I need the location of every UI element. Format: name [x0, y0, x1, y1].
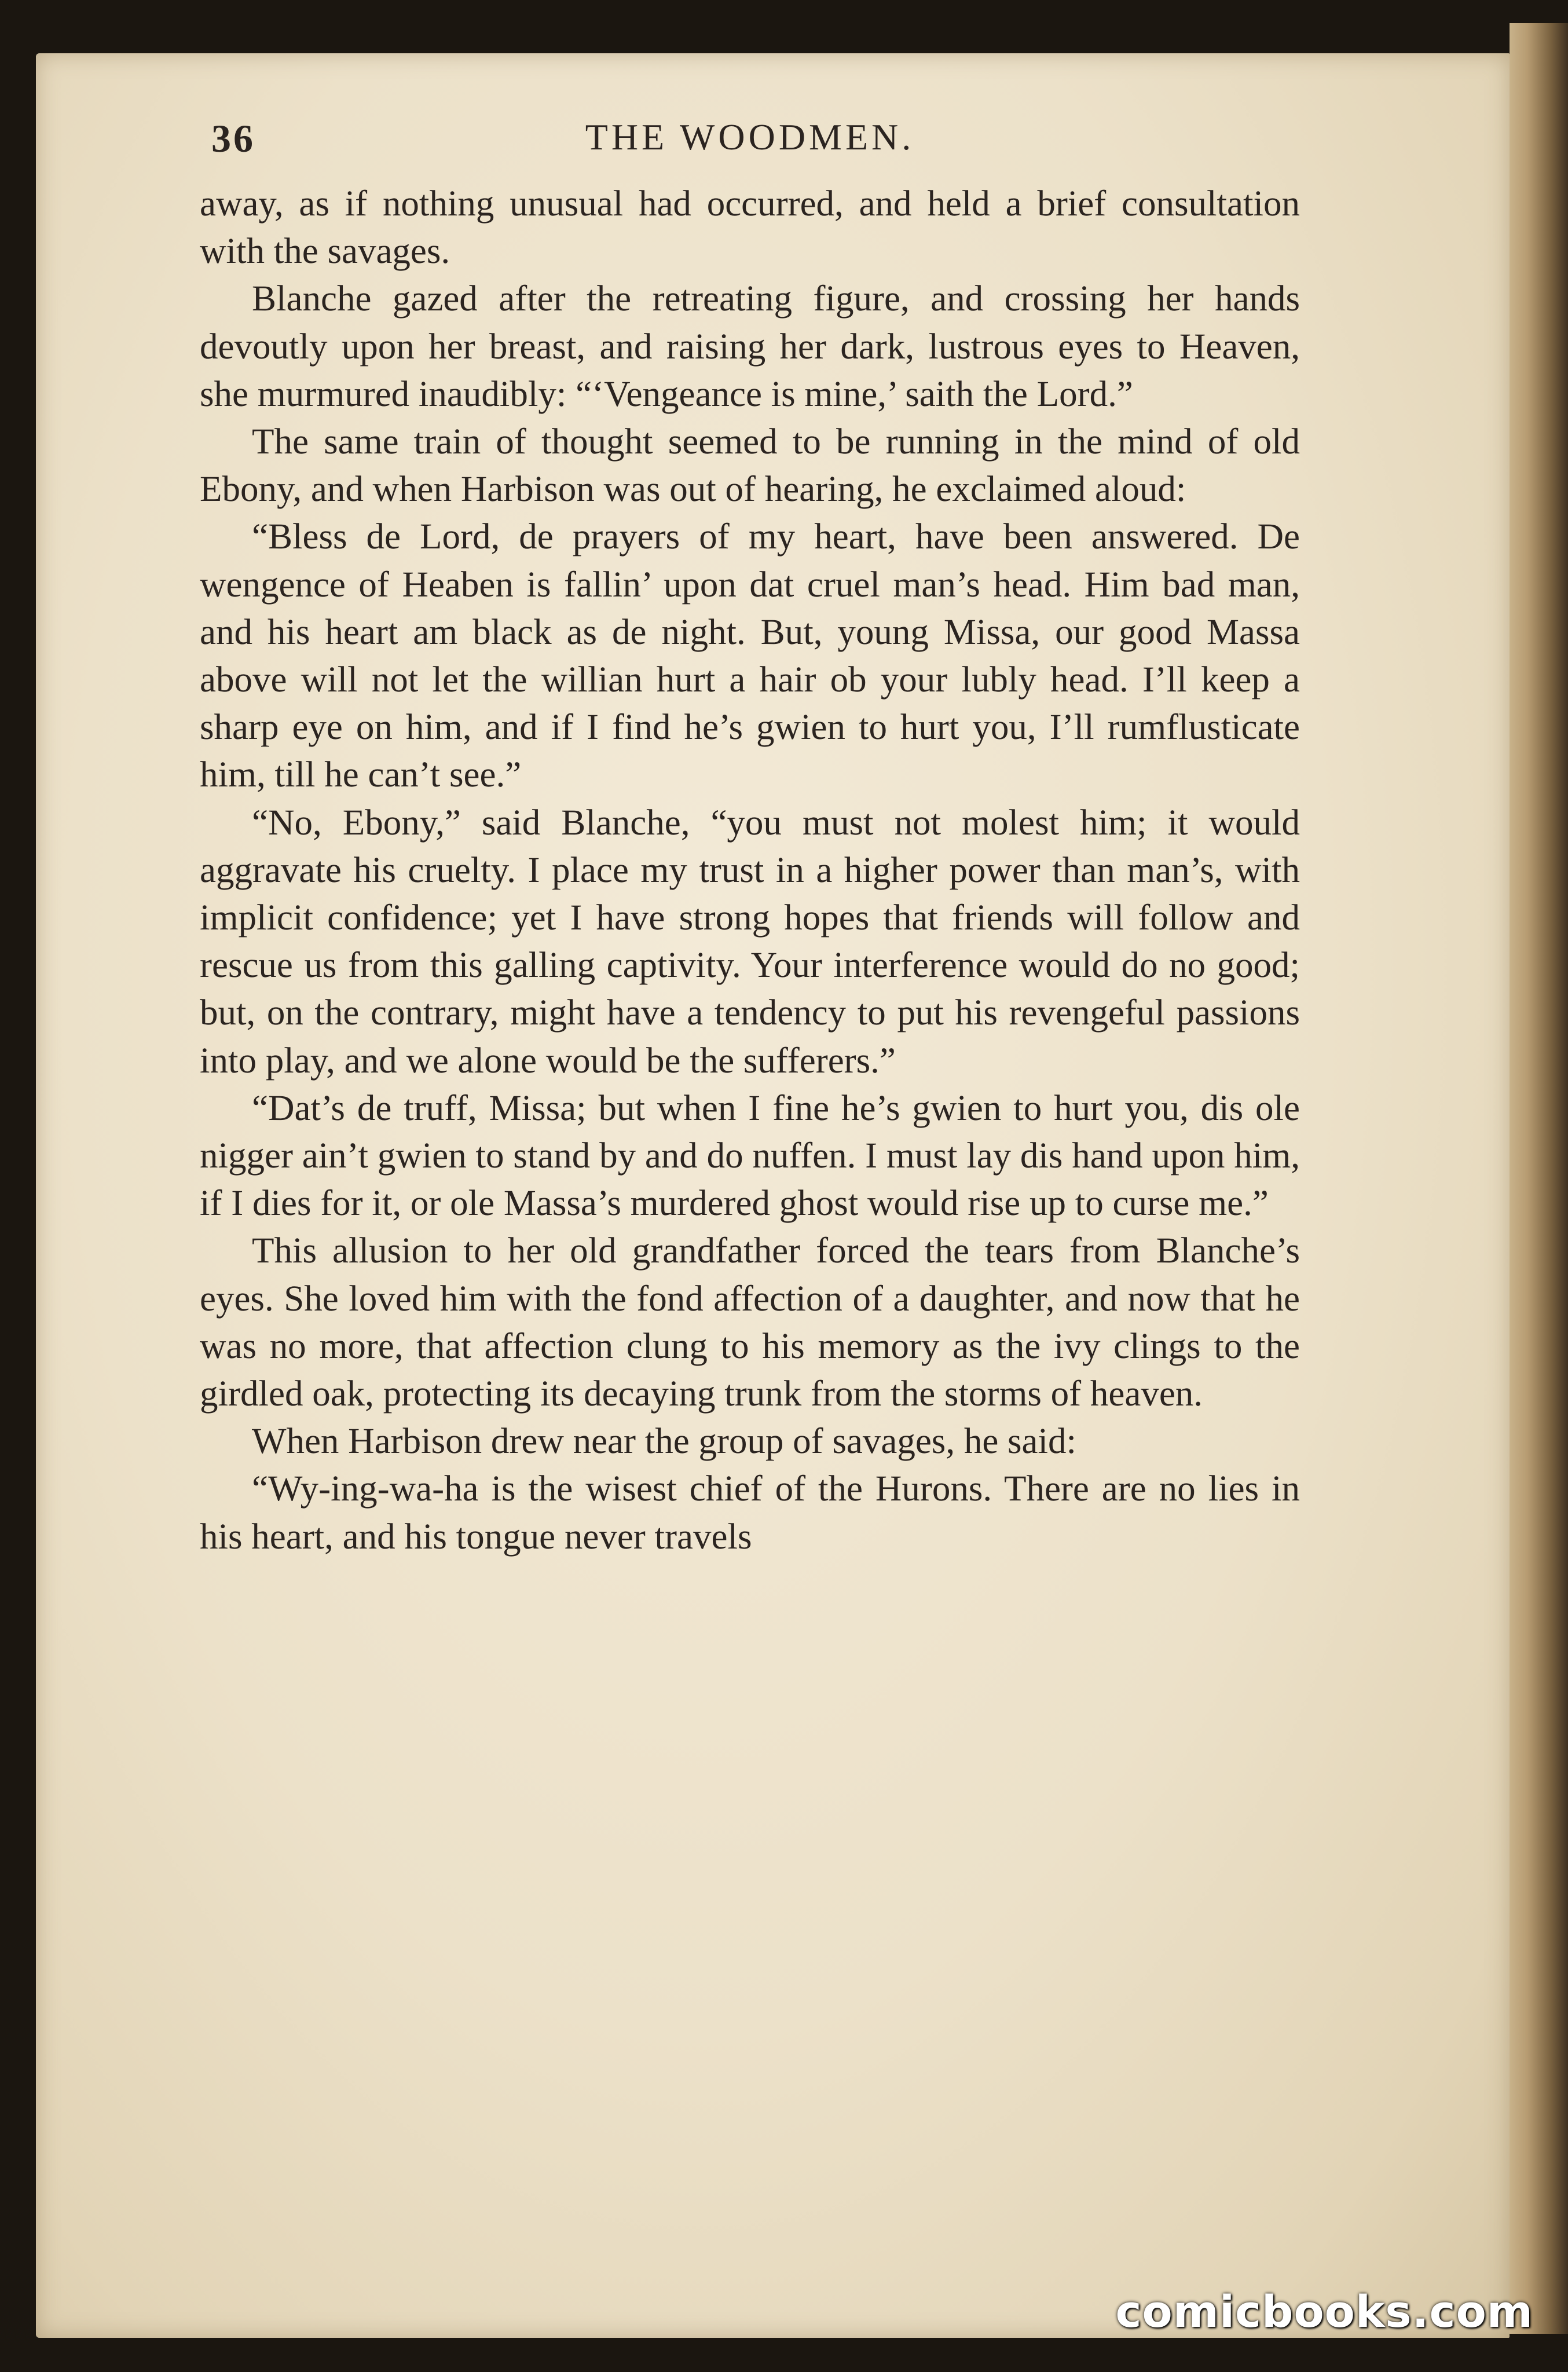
paragraph-1: away, as if nothing unusual had occurred, and held a brief consultation with the savages. — [200, 183, 1300, 272]
body-text — [200, 180, 1300, 1560]
paragraph-5: “No, Ebony,” said Blanche, “you must not molest him; it would aggravate his cruelty. I place my trust in a higher power than man’s, with implicit confidence; yet I have strong hopes that friends will follow and rescue us from this galling captivity. Your interference would do no good; but, on the contrary, might have a tendency to put his revengeful passions into play, and we alone would be the sufferers.” — [200, 801, 1300, 1081]
book-page-edge — [1510, 23, 1568, 2334]
paragraph-3: The same train of thought seemed to be running in the mind of old Ebony, and when Harbison was out of hearing, he exclaimed aloud: — [200, 421, 1300, 510]
running-head — [200, 116, 1300, 180]
running-title: THE WOODMEN. — [585, 116, 915, 158]
page-number: 36 — [211, 116, 255, 160]
paragraph-2: Blanche gazed after the retreating figure, and crossing her hands devoutly upon her breast, and raising her dark, lustrous eyes to Heaven, she murmured inaudibly: “‘Vengeance is mine,’ saith the Lord.” — [200, 278, 1300, 414]
paragraph-8: When Harbison drew near the group of savages, he said: — [252, 1421, 1077, 1462]
paragraph-4: “Bless de Lord, de prayers of my heart, have been answered. De wengence of Heaben is fallin’ upon dat cruel man’s head. Him bad man, and his heart am black as de night. But, young Missa, our good Massa above will not let the willian hurt a hair ob your lubly head. I’ll keep a sharp eye on him, and if I find he’s gwien to hurt you, I’ll rumflusticate him, till he can’t see.” — [200, 516, 1300, 795]
paragraph-6: “Dat’s de truff, Missa; but when I fine he’s gwien to hurt you, dis ole nigger ain’t gwien to stand by and do nuffen. I must lay dis hand upon him, if I dies for it, or ole Massa’s murdered ghost would rise up to curse me.” — [200, 1087, 1300, 1224]
watermark: comicbooks.com — [1115, 2286, 1533, 2337]
page-text-block — [200, 116, 1300, 1560]
paragraph-7: This allusion to her old grandfather forced the tears from Blanche’s eyes. She loved him with the fond affection of a daughter, and now that he was no more, that affection clung to his memory as the ivy clings to the girdled oak, protecting its decaying trunk from the storms of heaven. — [200, 1230, 1300, 1414]
paragraph-9: “Wy-ing-wa-ha is the wisest chief of the Hurons. There are no lies in his heart, and his tongue never travels — [200, 1468, 1300, 1557]
